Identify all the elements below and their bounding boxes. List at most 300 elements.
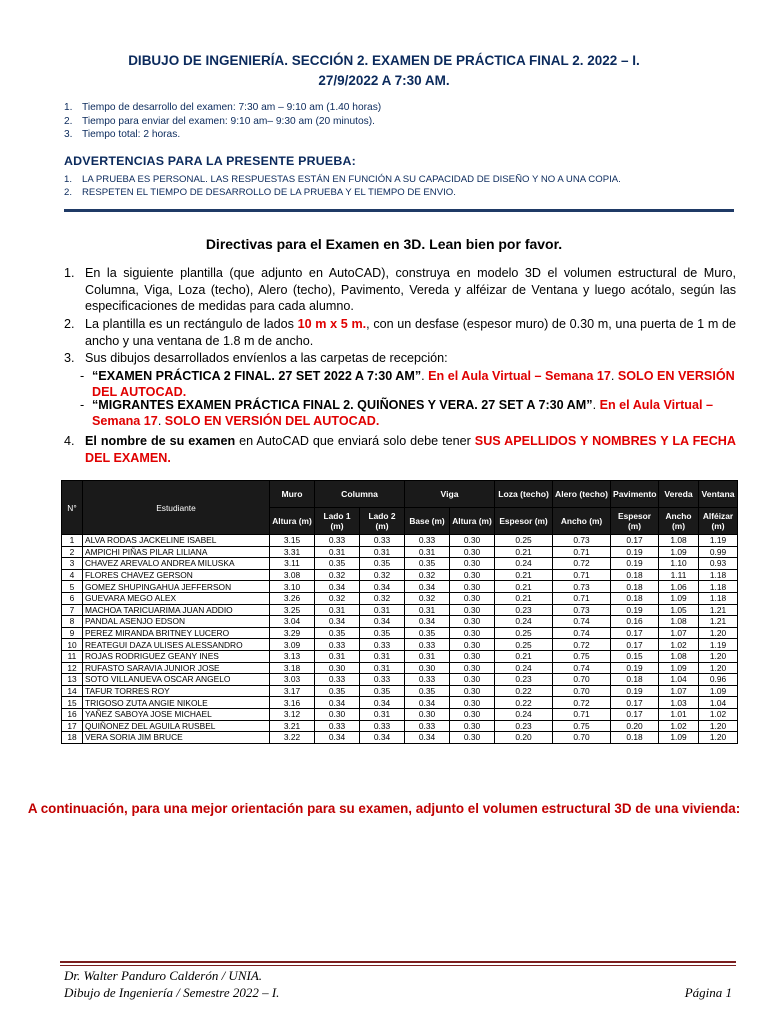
measure-cell: 1.09 (659, 592, 699, 604)
footer-divider (60, 961, 736, 963)
measure-cell: 0.18 (611, 592, 659, 604)
directive-item-2 (64, 316, 736, 349)
measure-cell: 0.30 (450, 546, 495, 558)
student-name: ROJAS RODRIGUEZ GEANY INES (83, 650, 270, 662)
row-number: 18 (62, 732, 83, 744)
measure-cell: 1.01 (659, 708, 699, 720)
measure-cell: 0.30 (450, 558, 495, 570)
measure-cell: 0.30 (450, 674, 495, 686)
table-row (62, 627, 738, 639)
table-row (62, 639, 738, 651)
measure-cell: 1.20 (699, 662, 738, 674)
student-name: AMPICHI PIÑAS PILAR LILIANA (83, 546, 270, 558)
measure-cell: 0.30 (450, 581, 495, 593)
measure-cell: 1.02 (699, 708, 738, 720)
student-name: TRIGOSO ZUTA ANGIE NIKOLE (83, 697, 270, 709)
measure-cell: 3.11 (270, 558, 315, 570)
directive-number: 2. (64, 317, 75, 331)
measure-cell: 0.93 (699, 558, 738, 570)
measure-cell: 0.19 (611, 662, 659, 674)
col-header-student: Estudiante (83, 481, 270, 535)
measure-cell: 0.20 (495, 732, 553, 744)
measure-cell: 0.72 (553, 639, 611, 651)
measure-cell: 0.30 (450, 732, 495, 744)
measure-cell: 0.33 (405, 720, 450, 732)
measure-cell: 0.33 (405, 639, 450, 651)
measure-cell: 0.17 (611, 708, 659, 720)
measure-cell: 0.30 (450, 592, 495, 604)
measure-cell: 0.32 (360, 569, 405, 581)
info-number: 2. (64, 115, 73, 127)
measure-cell: 3.26 (270, 592, 315, 604)
measure-cell: 0.33 (315, 674, 360, 686)
student-name: RUFASTO SARAVIA JUNIOR JOSE (83, 662, 270, 674)
measure-cell: 0.30 (450, 708, 495, 720)
measure-cell: 1.20 (699, 720, 738, 732)
row-number: 9 (62, 627, 83, 639)
directive-text: Sus dibujos desarrollados envíenlos a las carpetas de recepción: (85, 351, 448, 365)
col-group-pavimento: Pavimento (611, 481, 659, 508)
measure-cell: 1.07 (659, 685, 699, 697)
measure-cell: 1.18 (699, 581, 738, 593)
measure-cell: 0.21 (495, 592, 553, 604)
warning-text: LA PRUEBA ES PERSONAL. LAS RESPUESTAS ESTÁN EN FUNCIÓN A SU CAPACIDAD DE DISEÑO Y NO A UNA COPIA. (82, 174, 621, 185)
row-number: 1 (62, 535, 83, 547)
row-number: 15 (62, 697, 83, 709)
measure-cell: 0.22 (495, 697, 553, 709)
col-group-alero: Alero (techo) (553, 481, 611, 508)
table-row (62, 616, 738, 628)
folder-text (92, 398, 736, 429)
measure-cell: 0.33 (360, 720, 405, 732)
table-row (62, 569, 738, 581)
measure-cell: 0.17 (611, 627, 659, 639)
measure-cell: 3.10 (270, 581, 315, 593)
directive-text-bold: El nombre de su examen (85, 434, 236, 448)
measure-cell: 0.25 (495, 627, 553, 639)
measure-cell: 0.34 (315, 616, 360, 628)
measure-cell: 0.21 (495, 581, 553, 593)
table-header-groups (62, 481, 738, 508)
measure-cell: 0.71 (553, 708, 611, 720)
measure-cell: 0.73 (553, 604, 611, 616)
student-name: GOMEZ SHUPINGAHUA JEFFERSON (83, 581, 270, 593)
measure-cell: 1.09 (659, 662, 699, 674)
col-group-viga: Viga (405, 481, 495, 508)
measure-cell: 1.02 (659, 639, 699, 651)
measure-cell: 0.34 (315, 697, 360, 709)
col-header-unit: Base (m) (405, 508, 450, 535)
exam-time-info (64, 101, 381, 142)
measure-cell: 0.19 (611, 685, 659, 697)
measure-cell: 0.34 (315, 732, 360, 744)
table-row (62, 650, 738, 662)
measure-cell: 1.04 (659, 674, 699, 686)
measure-cell: 0.32 (315, 569, 360, 581)
measure-cell: 0.31 (405, 650, 450, 662)
folder-item-1 (80, 369, 736, 400)
measure-cell: 0.19 (611, 604, 659, 616)
measure-cell: 0.70 (553, 685, 611, 697)
student-name: VERA SORIA JIM BRUCE (83, 732, 270, 744)
measure-cell: 0.74 (553, 616, 611, 628)
measure-cell: 0.30 (450, 627, 495, 639)
measure-cell: 0.35 (315, 558, 360, 570)
row-number: 13 (62, 674, 83, 686)
row-number: 6 (62, 592, 83, 604)
info-item (64, 101, 381, 115)
row-number: 3 (62, 558, 83, 570)
measure-cell: 1.21 (699, 616, 738, 628)
measure-cell: 0.34 (405, 581, 450, 593)
table-row (62, 535, 738, 547)
measure-cell: 0.33 (315, 535, 360, 547)
measure-cell: 0.31 (360, 662, 405, 674)
row-number: 12 (62, 662, 83, 674)
measure-cell: 0.34 (405, 616, 450, 628)
measure-cell: 0.30 (405, 662, 450, 674)
warning-text: RESPETEN EL TIEMPO DE DESARROLLO DE LA PRUEBA Y EL TIEMPO DE ENVIO. (82, 187, 456, 198)
footer-course: Dibujo de Ingeniería / Semestre 2022 – I. (64, 985, 280, 1000)
measure-cell: 0.35 (315, 685, 360, 697)
student-name: PANDAL ASENJO EDSON (83, 616, 270, 628)
measure-cell: 0.33 (360, 535, 405, 547)
table-row (62, 581, 738, 593)
measure-cell: 0.34 (405, 732, 450, 744)
col-header-unit: Lado 1 (m) (315, 508, 360, 535)
row-number: 10 (62, 639, 83, 651)
measure-cell: 0.31 (405, 546, 450, 558)
col-header-unit: Ancho (m) (553, 508, 611, 535)
measure-cell: 3.08 (270, 569, 315, 581)
measure-cell: 3.03 (270, 674, 315, 686)
measure-cell: 0.31 (360, 604, 405, 616)
row-number: 16 (62, 708, 83, 720)
measure-cell: 0.31 (360, 546, 405, 558)
measure-cell: 0.21 (495, 650, 553, 662)
col-header-unit: Lado 2 (m) (360, 508, 405, 535)
measure-cell: 0.99 (699, 546, 738, 558)
measure-cell: 0.34 (360, 732, 405, 744)
row-number: 11 (62, 650, 83, 662)
measure-cell: 0.30 (450, 650, 495, 662)
table-row (62, 674, 738, 686)
info-number: 3. (64, 129, 73, 140)
plantilla-dimensions: 10 m x 5 m. (297, 317, 367, 331)
bullet-dash: - (80, 369, 85, 383)
folder-format-note: SOLO EN VERSIÓN DEL AUTOCAD. (161, 413, 380, 428)
student-name: REATEGUI DAZA ULISES ALESSANDRO (83, 639, 270, 651)
punctuation: . (157, 413, 162, 428)
warning-number: 1. (64, 174, 73, 185)
measure-cell: 0.33 (405, 674, 450, 686)
measure-cell: 0.34 (315, 581, 360, 593)
measure-cell: 0.72 (553, 697, 611, 709)
folder-text (92, 369, 736, 400)
measure-cell: 0.17 (611, 535, 659, 547)
measure-cell: 0.35 (360, 627, 405, 639)
measure-cell: 0.74 (553, 662, 611, 674)
col-group-vereda: Vereda (659, 481, 699, 508)
measure-cell: 1.08 (659, 650, 699, 662)
table-row (62, 546, 738, 558)
measure-cell: 0.32 (405, 592, 450, 604)
measure-cell: 0.33 (405, 535, 450, 547)
measure-cell: 0.19 (611, 558, 659, 570)
measure-cell: 0.75 (553, 650, 611, 662)
measure-cell: 0.24 (495, 558, 553, 570)
warning-number: 2. (64, 187, 73, 198)
student-name: TAFUR TORRES ROY (83, 685, 270, 697)
info-item (64, 115, 381, 129)
measure-cell: 0.31 (315, 650, 360, 662)
measure-cell: 0.17 (611, 697, 659, 709)
bullet-dash: - (80, 398, 85, 412)
measure-cell: 3.29 (270, 627, 315, 639)
student-name: FLORES CHAVEZ GERSON (83, 569, 270, 581)
folder-name: “EXAMEN PRÁCTICA 2 FINAL. 27 SET 2022 A 7:30 AM” (92, 369, 422, 383)
measure-cell: 0.30 (450, 685, 495, 697)
measure-cell: 0.20 (611, 720, 659, 732)
measure-cell: 3.21 (270, 720, 315, 732)
directive-number: 1. (64, 266, 75, 280)
folder-item-2 (80, 398, 736, 429)
measure-cell: 0.18 (611, 569, 659, 581)
col-group-columna: Columna (315, 481, 405, 508)
measure-cell: 0.23 (495, 604, 553, 616)
directives-title: Directivas para el Examen en 3D. Lean bien por favor. (205, 236, 563, 252)
measure-cell: 1.05 (659, 604, 699, 616)
measure-cell: 0.70 (553, 732, 611, 744)
info-text: Tiempo de desarrollo del examen: 7:30 am – 9:10 am (1.40 horas) (82, 102, 382, 113)
row-number: 14 (62, 685, 83, 697)
measure-cell: 0.16 (611, 616, 659, 628)
directive-text (85, 433, 736, 466)
measure-cell: 1.20 (699, 650, 738, 662)
col-header-unit: Altura (m) (450, 508, 495, 535)
col-group-muro: Muro (270, 481, 315, 508)
measure-cell: 1.18 (699, 592, 738, 604)
measure-cell: 0.96 (699, 674, 738, 686)
folder-location: En el Aula Virtual – Semana 17 (424, 369, 611, 383)
measure-cell: 0.19 (611, 546, 659, 558)
col-group-ventana: Ventana (699, 481, 738, 508)
measure-cell: 0.30 (450, 662, 495, 674)
measure-cell: 0.34 (360, 581, 405, 593)
measure-cell: 0.30 (450, 639, 495, 651)
footer-divider (60, 965, 736, 966)
measure-cell: 0.23 (495, 674, 553, 686)
row-number: 17 (62, 720, 83, 732)
directive-number: 3. (64, 351, 75, 365)
measure-cell: 0.75 (553, 720, 611, 732)
measure-cell: 1.03 (659, 697, 699, 709)
measure-cell: 1.18 (699, 569, 738, 581)
student-name: MACHOA TARICUARIMA JUAN ADDIO (83, 604, 270, 616)
student-name: QUIÑONEZ DEL AGUILA RUSBEL (83, 720, 270, 732)
measure-cell: 0.31 (360, 708, 405, 720)
measure-cell: 0.30 (405, 708, 450, 720)
directive-text: En la siguiente plantilla (que adjunto en AutoCAD), construya en modelo 3D el volumen estructural de Muro, Columna, Viga, Loza (techo), Alero (techo), Pavimento, Vereda y alféizar de Ventana y luego acótalo, según las especificaciones de medidas para cada alumno. (85, 266, 736, 313)
folder-location: En el Aula Virtual – Semana 17 (92, 398, 713, 428)
col-header-unit: Alféizar (m) (699, 508, 738, 535)
measure-cell: 0.17 (611, 639, 659, 651)
row-number: 8 (62, 616, 83, 628)
measure-cell: 3.17 (270, 685, 315, 697)
table-row (62, 592, 738, 604)
measure-cell: 0.24 (495, 616, 553, 628)
measure-cell: 0.25 (495, 535, 553, 547)
measure-cell: 3.13 (270, 650, 315, 662)
measure-cell: 0.24 (495, 708, 553, 720)
measure-cell: 1.08 (659, 616, 699, 628)
col-header-unit: Espesor (m) (611, 508, 659, 535)
measure-cell: 0.30 (315, 662, 360, 674)
measure-cell: 0.25 (495, 639, 553, 651)
col-header-number: N° (62, 481, 83, 535)
info-text: Tiempo total: 2 horas. (82, 129, 181, 140)
measure-cell: 0.32 (405, 569, 450, 581)
row-number: 4 (62, 569, 83, 581)
warnings-title: ADVERTENCIAS PARA LA PRESENTE PRUEBA: (64, 154, 356, 168)
student-name: SOTO VILLANUEVA OSCAR ANGELO (83, 674, 270, 686)
measure-cell: 1.11 (659, 569, 699, 581)
table-row (62, 697, 738, 709)
directive-item-1 (64, 265, 736, 315)
directive-text-part: , con un desfase (espesor muro) de 0.30 m, una puerta de 1 m de ancho y una ventana de 1.8 m de ancho. (85, 317, 736, 348)
measure-cell: 3.09 (270, 639, 315, 651)
col-header-unit: Ancho (m) (659, 508, 699, 535)
document-date: 27/9/2022 A 7:30 AM. (318, 73, 450, 88)
row-number: 2 (62, 546, 83, 558)
continuation-note: A continuación, para una mejor orientación para su examen, adjunto el volumen estructural 3D de una vivienda: (27, 801, 741, 816)
measure-cell: 0.30 (450, 616, 495, 628)
table-row (62, 720, 738, 732)
col-header-unit: Altura (m) (270, 508, 315, 535)
section-divider (64, 209, 734, 212)
student-name: PEREZ MIRANDA BRITNEY LUCERO (83, 627, 270, 639)
measure-cell: 0.35 (405, 558, 450, 570)
measure-cell: 1.02 (659, 720, 699, 732)
measure-cell: 0.73 (553, 535, 611, 547)
measure-cell: 0.35 (315, 627, 360, 639)
measure-cell: 0.31 (315, 546, 360, 558)
measure-cell: 0.31 (405, 604, 450, 616)
measure-cell: 0.18 (611, 732, 659, 744)
student-specs-table (61, 480, 738, 744)
measure-cell: 3.22 (270, 732, 315, 744)
measure-cell: 0.23 (495, 720, 553, 732)
student-name: ALVA RODAS JACKELINE ISABEL (83, 535, 270, 547)
measure-cell: 3.31 (270, 546, 315, 558)
warning-item (64, 186, 621, 199)
measure-cell: 0.35 (360, 558, 405, 570)
folder-name: “MIGRANTES EXAMEN PRÁCTICA FINAL 2. QUIÑONES Y VERA. 27 SET A 7:30 AM” (92, 398, 593, 412)
measure-cell: 0.71 (553, 592, 611, 604)
measure-cell: 0.72 (553, 558, 611, 570)
measure-cell: 0.24 (495, 662, 553, 674)
measure-cell: 3.12 (270, 708, 315, 720)
warnings-list (64, 173, 621, 199)
directive-text (85, 316, 736, 349)
punctuation: . (610, 369, 615, 383)
measure-cell: 1.10 (659, 558, 699, 570)
measure-cell: 0.21 (495, 546, 553, 558)
document-title: DIBUJO DE INGENIERÍA. SECCIÓN 2. EXAMEN DE PRÁCTICA FINAL 2. 2022 – I. (128, 53, 640, 68)
measure-cell: 0.33 (315, 639, 360, 651)
warning-item (64, 173, 621, 186)
directive-number: 4. (64, 434, 75, 448)
measure-cell: 0.30 (450, 720, 495, 732)
measure-cell: 0.21 (495, 569, 553, 581)
table-row (62, 604, 738, 616)
measure-cell: 0.71 (553, 546, 611, 558)
measure-cell: 1.09 (659, 732, 699, 744)
row-number: 7 (62, 604, 83, 616)
measure-cell: 0.33 (360, 639, 405, 651)
measure-cell: 1.07 (659, 627, 699, 639)
measure-cell: 3.25 (270, 604, 315, 616)
measure-cell: 0.30 (450, 569, 495, 581)
table-row (62, 708, 738, 720)
directive-item-4 (64, 433, 736, 466)
folder-format-note: SOLO EN VERSIÓN DEL AUTOCAD. (92, 369, 735, 399)
measure-cell: 1.20 (699, 627, 738, 639)
table-row (62, 558, 738, 570)
page-number: Página 1 (684, 985, 732, 1000)
punctuation: . (421, 369, 425, 383)
directive-text-part: La plantilla es un rectángulo de lados (85, 317, 298, 331)
measure-cell: 1.20 (699, 732, 738, 744)
measure-cell: 0.30 (450, 697, 495, 709)
col-header-unit: Espesor (m) (495, 508, 553, 535)
measure-cell: 0.34 (360, 616, 405, 628)
measure-cell: 0.35 (360, 685, 405, 697)
measure-cell: 3.18 (270, 662, 315, 674)
measure-cell: 0.15 (611, 650, 659, 662)
table-row (62, 662, 738, 674)
table-body (62, 535, 738, 744)
measure-cell: 0.32 (315, 592, 360, 604)
student-name: CHAVEZ AREVALO ANDREA MILUSKA (83, 558, 270, 570)
row-number: 5 (62, 581, 83, 593)
measure-cell: 0.35 (405, 685, 450, 697)
measure-cell: 1.09 (659, 546, 699, 558)
measure-cell: 0.31 (315, 604, 360, 616)
measure-cell: 0.30 (450, 604, 495, 616)
measure-cell: 1.19 (699, 639, 738, 651)
table-row (62, 732, 738, 744)
measure-cell: 0.71 (553, 569, 611, 581)
naming-requirement: SUS APELLIDOS Y NOMBRES Y LA FECHA DEL EXAMEN. (85, 434, 736, 465)
measure-cell: 0.32 (360, 592, 405, 604)
table-row (62, 685, 738, 697)
measure-cell: 1.06 (659, 581, 699, 593)
footer-author: Dr. Walter Panduro Calderón / UNIA. (64, 968, 263, 983)
col-group-loza: Loza (techo) (495, 481, 553, 508)
measure-cell: 0.74 (553, 627, 611, 639)
measure-cell: 1.04 (699, 697, 738, 709)
directive-text-part: en AutoCAD que enviará solo debe tener (235, 434, 475, 448)
measure-cell: 0.18 (611, 674, 659, 686)
measure-cell: 1.19 (699, 535, 738, 547)
measure-cell: 0.70 (553, 674, 611, 686)
measure-cell: 1.21 (699, 604, 738, 616)
measure-cell: 3.04 (270, 616, 315, 628)
measure-cell: 0.35 (405, 627, 450, 639)
directive-item-3 (64, 350, 736, 367)
info-item (64, 128, 381, 142)
